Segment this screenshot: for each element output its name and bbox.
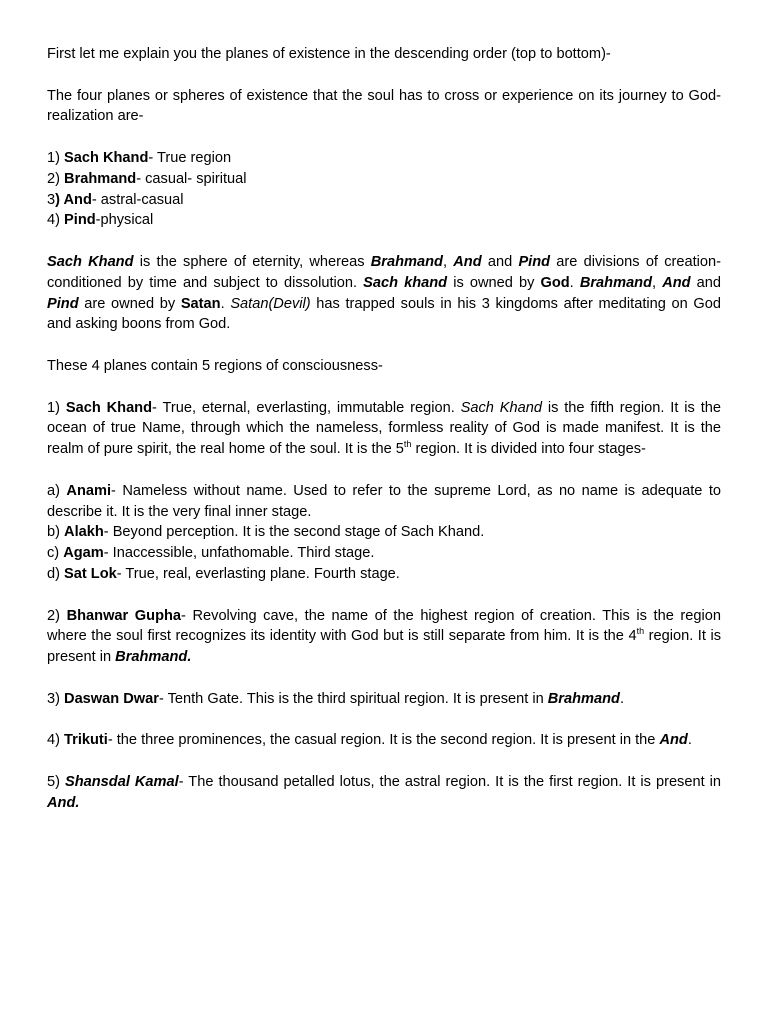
region-name: Shansdal Kamal bbox=[65, 773, 179, 790]
plane-item-4: 4) Pind-physical bbox=[47, 212, 154, 229]
region-5-paragraph: 5) Shansdal Kamal- The thousand petalled lotus, the astral region. It is the first region. It is present in And. bbox=[47, 773, 722, 811]
stage-name: Anami bbox=[66, 482, 112, 499]
plane-item-2: 2) Brahmand- casual- spiritual bbox=[47, 170, 247, 187]
document-body bbox=[47, 44, 721, 813]
plane-name: Sach Khand bbox=[64, 149, 149, 166]
plane-name: ) And bbox=[55, 191, 92, 208]
sach-khand-paragraph: Sach Khand is the sphere of eternity, whereas Brahmand, And and Pind are divisions of creation- conditioned by time and subject to dissolution. Sach khand is owned by God. Brahmand, And and Pind are owned by Satan. Satan(Devil) has trapped souls in his 3 kingdoms after meditating on God and asking boons from God. bbox=[47, 253, 722, 333]
stage-name: Alakh bbox=[64, 524, 104, 541]
stage-item-c: c) Agam- Inaccessible, unfathomable. Third stage. bbox=[47, 545, 375, 562]
region-1-paragraph: 1) Sach Khand- True, eternal, everlasting, immutable region. Sach Khand is the fifth region. It is the ocean of true Name, through which the nameless, formless reality of God is made manifest. It is the realm of pure spirit, the real home of the soul. It is the 5th region. It is divided into four stages- bbox=[47, 399, 721, 458]
planes-list bbox=[47, 148, 721, 231]
stage-item-b: b) Alakh- Beyond perception. It is the second stage of Sach Khand. bbox=[47, 524, 485, 541]
region-4-paragraph: 4) Trikuti- the three prominences, the casual region. It is the second region. It is present in the And. bbox=[47, 732, 692, 749]
plane-item-1: 1) Sach Khand- True region bbox=[47, 149, 232, 166]
region-3-paragraph: 3) Daswan Dwar- Tenth Gate. This is the third spiritual region. It is present in Brahmand. bbox=[47, 690, 624, 707]
plane-name: Brahmand bbox=[64, 170, 137, 187]
intro-paragraph: First let me explain you the planes of existence in the descending order (top to bottom)- bbox=[47, 46, 611, 62]
stage-item-d: d) Sat Lok- True, real, everlasting plane. Fourth stage. bbox=[47, 565, 400, 582]
stages-list bbox=[47, 481, 721, 585]
region-2-paragraph: 2) Bhanwar Gupha- Revolving cave, the name of the highest region of creation. This is the region where the soul first recognizes its identity with God but is still separate from him. It is the 4th region. It is present in Brahmand. bbox=[47, 607, 721, 666]
stage-name: Agam bbox=[63, 545, 104, 562]
region-name: Sach Khand bbox=[65, 399, 153, 416]
stage-name: Sat Lok bbox=[64, 565, 117, 582]
plane-name: Pind bbox=[64, 212, 96, 229]
region-name: Bhanwar Gupha bbox=[66, 607, 182, 624]
region-name: Daswan Dwar bbox=[64, 690, 159, 707]
four-planes-intro: The four planes or spheres of existence that the soul has to cross or experience on its journey to God-realization are- bbox=[47, 87, 721, 125]
region-name: Trikuti bbox=[64, 732, 108, 749]
stage-item-a: a) Anami- Nameless without name. Used to refer to the supreme Lord, as no name is adequate to describe it. It is the very final inner stage. bbox=[47, 482, 721, 520]
regions-intro: These 4 planes contain 5 regions of consciousness- bbox=[47, 357, 383, 374]
plane-item-3: 3) And- astral-casual bbox=[47, 191, 184, 208]
